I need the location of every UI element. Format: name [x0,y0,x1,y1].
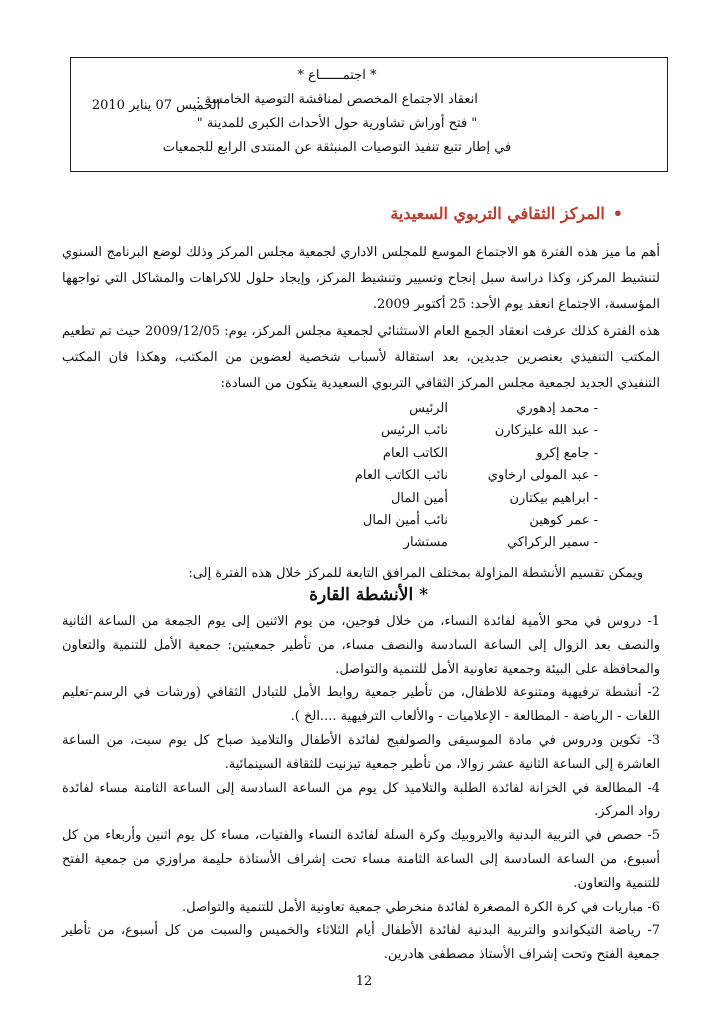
section-title-text: المركز الثقافي التربوي السعيدية [390,204,605,223]
member-name: - سمير الركراكي [507,535,598,551]
header-line: " فتح أوراش تشاورية حول الأحداث الكبرى للمدينة " [196,116,478,131]
activity-item: 4- المطالعة في الخزانة لفائدة الطلبة والتلاميذ كل يوم من الساعة السادسة إلى الساعة الثامنة مساء لفائدة رواد المركز. [62,780,660,820]
bullet-icon: • [612,204,623,223]
members-list [298,398,598,555]
activity-item: 5- حصص في التربية البدنية والايروبيك وكرة السلة لفائدة النساء والفتيات، مساء كل يوم اثنين وأربعاء من كل أسبوع، من الساعة السادسة إلى الساعة الثامنة مساء تحت إشراف الأستاذة حليمة مراوزي من جمعية الفتح للتنمية والتعاون. [62,828,661,891]
member-name: - عمر كوهين [529,513,598,529]
member-name: - ابراهيم بيكتارن [509,490,598,506]
member-role: الرئيس [409,401,448,416]
activity-item: 1- دروس في محو الأمية لفائدة النساء، من خلال فوجين، من يوم الاثنين إلى يوم الجمعة من الساعة الثانية والنصف بعد الزوال إلى الساعة السادسة والنصف مساء، من تأطير جمعيتين: جمعية الأمل للتنمية والتعاون والمحافظة على البيئة وجمعية تعاونية الأمل للتنمية والتواصل. [62,614,660,677]
member-row [298,465,598,487]
member-role: الكاتب العام [382,445,448,461]
member-row [298,510,598,532]
activity-item: 2- أنشطة ترفيهية ومتنوعة للاطفال، من تأطير جمعية روابط الأمل للتبادل الثقافي (ورشات في الرسم-تعليم اللغات - الرياضة - المطالعة - الإعلاميات - والألعاب الترفيهية ....الخ ). [62,685,660,725]
member-row [298,443,598,465]
member-role: نائب الكاتب العام [354,468,448,484]
section-title [390,204,623,223]
header-line: * اجتمــــــاع * [297,68,377,83]
header-box [70,57,668,172]
header-line: في إطار تتبع تنفيذ التوصيات المنبثقة عن المنتدى الرابع للجمعيات [162,140,512,155]
member-role: نائب أمين المال [362,513,448,529]
paragraph-1: أهم ما ميز هذه الفترة هو الاجتماع الموسع للمجلس الاداري لجمعية مجلس المركز وذلك لوضع البرنامج السنوي لتنشيط المركز، وكذا دراسة سبل إنجاح وتسيير وتنشيط المركز، وإيجاد حلول للاكراهات والمشاكل التي تواجهها المؤسسة، الاجتماع انعقد يوم الأحد: 25 أكتوبر 2009. [62,245,660,312]
header-line: انعقاد الاجتماع المخصص لمناقشة التوصية الخامسة : [196,92,478,107]
activity-item: 3- تكوين ودروس في مادة الموسيقى والصولفيج لفائدة الأطفال والتلاميذ صباح كل يوم سبت، من الساعة العاشرة إلى الساعة الثانية عشر زوالا، من تأطير جمعية تيزنيت للثقافة السينمائية. [62,732,660,772]
member-name: - جامع إكرو [536,445,598,461]
member-role: نائب الرئيس [381,423,448,439]
activities-heading: * الأنشطة القارة [309,585,428,605]
member-role: أمين المال [390,490,448,506]
activity-item: 7- رياضة التيكواندو والتربية البدنية لفائدة الأطفال أيام الثلاثاء والخميس والسبت من كل أسبوع، من تأطير جمعية الفتح وتحت إشراف الأستاذ مصطفى هادرين. [62,923,660,963]
member-row [298,532,598,554]
activities-intro: ويمكن تقسيم الأنشطة المزاولة بمختلف المرافق التابعة للمركز خلال هذه الفترة إلى: [188,566,643,581]
member-row [298,398,598,420]
member-name: - عبد الله عليزكارن [494,423,598,439]
member-name: - عبد المولى ارخاوي [487,468,598,484]
paragraph-2: هذه الفترة كذلك عرفت انعقاد الجمع العام الاستثنائي لجمعية مجلس المركز، يوم: 2009/12/05 حيث تم تطعيم المكتب التنفيذي بعنصرين جديدين، بعد استقالة لأسباب شخصية لعضوين من المكتب، وهكذا فان المكتب التنفيذي الجديد لجمعية مجلس المركز الثقافي التربوي السعيدية يتكون من السادة: [62,324,660,391]
page-number: 12 [355,974,373,989]
activity-item: 6- مباريات في كرة الكرة المصغرة لفائدة منخرطي جمعية تعاونية الأمل للتنمية والتواصل. [182,899,660,915]
member-name: - محمد إدهوري [516,401,598,416]
member-row [298,420,598,442]
header-date: الخميس 07 يناير 2010 [91,98,221,113]
member-role: مستشار [403,535,448,551]
activities-list [62,610,660,967]
member-row [298,488,598,510]
